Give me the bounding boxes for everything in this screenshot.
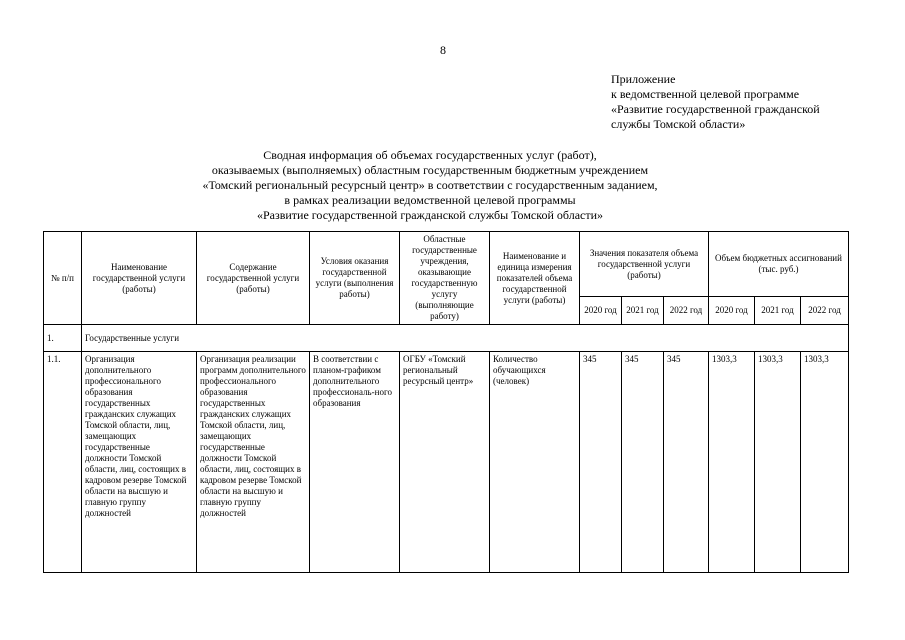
- document-heading: [120, 148, 740, 223]
- page-number: 8: [440, 43, 446, 57]
- appendix-line: к ведомственной целевой программе: [611, 87, 800, 101]
- heading-line: «Развитие государственной гражданской службы Томской области»: [256, 208, 604, 222]
- header-service: Наименование государственной услуги (работы): [82, 232, 197, 325]
- header-volume-year: 2021 год: [622, 297, 664, 325]
- heading-line: «Томский региональный ресурсный центр» в соответствии с государственным заданием,: [202, 178, 658, 192]
- row-content: Организация реализации программ дополнительного профессионального образования государственных гражданских служащих Томской области, лиц, замещающих государственные должности Томской области, лиц, состоящих в кадровом резерве Томской области на высшую и главную группу должностей: [197, 352, 310, 573]
- header-budget-year: 2020 год: [709, 297, 755, 325]
- header-volume-year: 2022 год: [664, 297, 709, 325]
- row-budget-2020: 1303,3: [709, 352, 755, 573]
- section-num: 1.: [44, 325, 82, 352]
- appendix-note: [611, 72, 820, 132]
- section-title: Государственные услуги: [82, 325, 849, 352]
- appendix-line: службы Томской области»: [611, 117, 746, 131]
- header-budget-group: Объем бюджетных ассигнований (тыс. руб.): [709, 232, 849, 297]
- row-volume-2020: 345: [580, 352, 622, 573]
- row-num: 1.1.: [44, 352, 82, 573]
- row-budget-2022: 1303,3: [801, 352, 849, 573]
- header-budget-year: 2021 год: [755, 297, 801, 325]
- header-institutions: Областные государственные учреждения, оказывающие государственную услугу (выполняющие работу): [400, 232, 490, 325]
- row-volume-2021: 345: [622, 352, 664, 573]
- header-indicator: Наименование и единица измерения показателей объема государственной услуги (работы): [490, 232, 580, 325]
- row-institution: ОГБУ «Томский региональный ресурсный центр»: [400, 352, 490, 573]
- heading-line: оказываемых (выполняемых) областным государственным бюджетным учреждением: [211, 163, 649, 177]
- appendix-line: Приложение: [611, 72, 676, 86]
- header-volume-year: 2020 год: [580, 297, 622, 325]
- appendix-line: «Развитие государственной гражданской: [611, 102, 820, 116]
- row-conditions: В соответствии с планом-графиком дополнительного профессиональ-ного образования: [310, 352, 400, 573]
- header-budget-year: 2022 год: [801, 297, 849, 325]
- header-content: Содержание государственной услуги (работы): [197, 232, 310, 325]
- row-indicator: Количество обучающихся (человек): [490, 352, 580, 573]
- row-volume-2022: 345: [664, 352, 709, 573]
- section-row: [44, 325, 849, 352]
- row-service: Организация дополнительного профессионального образования государственных гражданских служащих Томской области, лиц, замещающих государственные должности Томской области, лиц, состоящих в кадровом резерве Томской области на высшую и главную группу должностей: [82, 352, 197, 573]
- header-conditions: Условия оказания государственной услуги (выполнения работы): [310, 232, 400, 325]
- table-row: [44, 352, 849, 573]
- header-volume-group: Значения показателя объема государственной услуги (работы): [580, 232, 709, 297]
- header-num: № п/п: [44, 232, 82, 325]
- heading-line: Сводная информация об объемах государственных услуг (работ),: [263, 148, 597, 162]
- heading-line: в рамках реализации ведомственной целевой программы: [284, 193, 576, 207]
- row-budget-2021: 1303,3: [755, 352, 801, 573]
- services-table: [43, 231, 849, 573]
- header-row: [44, 232, 849, 297]
